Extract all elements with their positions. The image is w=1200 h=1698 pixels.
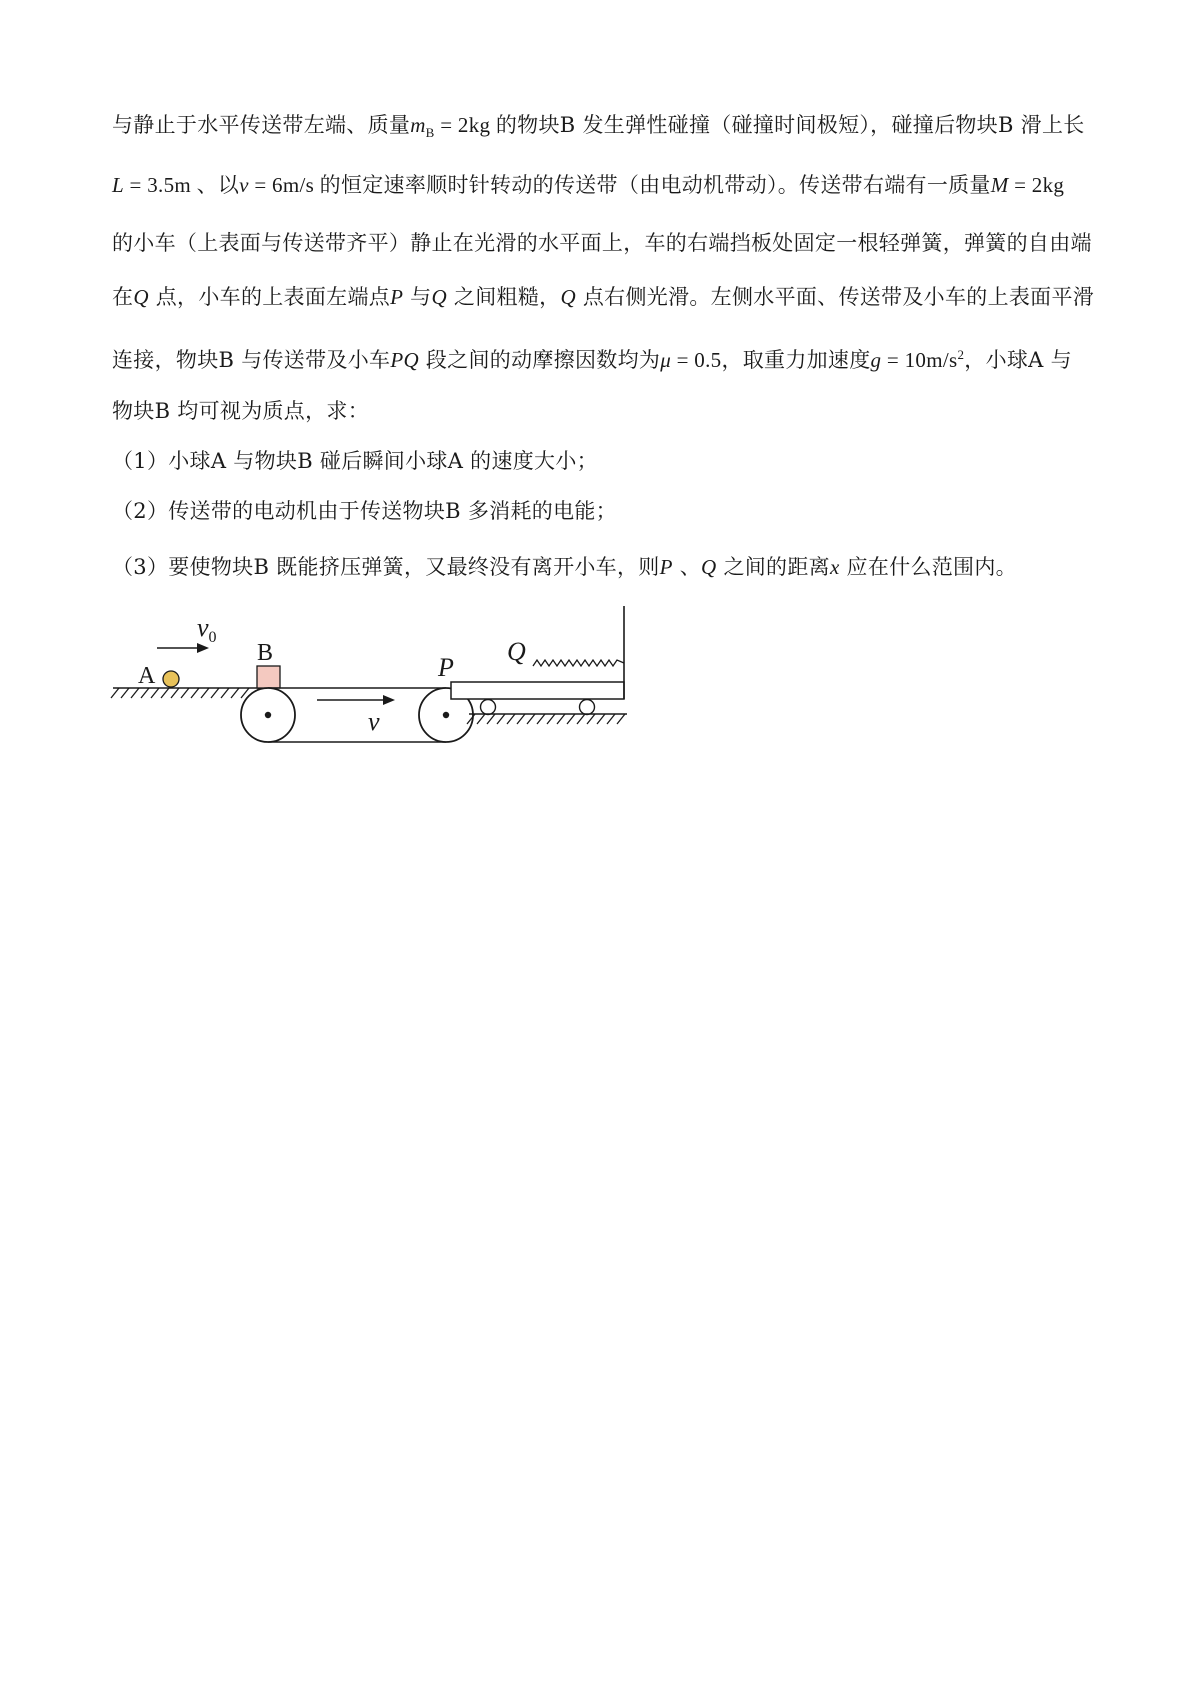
text: 在 (112, 285, 134, 309)
belt-speed-arrowhead (383, 695, 395, 705)
cart-body (451, 682, 624, 699)
point-p: P (659, 555, 673, 579)
speed-value: = 6m/s (248, 173, 320, 197)
text: 连接，物块B 与传送带及小车 (112, 348, 391, 372)
label-p: P (438, 653, 454, 682)
length-symbol: L (112, 173, 124, 197)
text: （1）小球A 与物块B 碰后瞬间小球A 的速度大小； (112, 449, 598, 473)
question-3 (112, 552, 1017, 582)
text: ，小球A 与 (964, 348, 1072, 372)
text: ，取重力加速度 (721, 348, 871, 372)
distance-x: x (829, 555, 840, 579)
conveyor-figure (105, 606, 705, 756)
speed-symbol: v (239, 173, 249, 197)
text: 、以 (196, 173, 240, 197)
cart-mass-symbol: M (990, 173, 1009, 197)
text: 应在什么范围内。 (839, 555, 1017, 579)
mass-value: = 2kg (434, 113, 496, 137)
gravity-symbol: g (870, 348, 882, 372)
text: 物块B 均可视为质点，求： (112, 399, 370, 423)
text: 与静止于水平传送带左端、质量 (112, 113, 411, 137)
problem-line-1 (112, 110, 1102, 148)
text: 的恒定速率顺时针转动的传送带（由电动机带动）。传送带右端有一质量 (319, 173, 991, 197)
friction-symbol: μ (660, 348, 672, 372)
text: 与 (403, 285, 432, 309)
question-1 (112, 446, 598, 476)
label-a: A (138, 663, 156, 689)
problem-line-2 (112, 170, 1102, 200)
v0-arrowhead (197, 643, 209, 653)
length-value: = 3.5m (123, 173, 197, 197)
text: 的物块B 发生弹性碰撞（碰撞时间极短），碰撞后物块B 滑上长 (495, 113, 1085, 137)
friction-value: = 0.5 (671, 348, 722, 372)
left-pulley-axle (265, 712, 271, 718)
ball-a (163, 671, 179, 687)
problem-line-4 (112, 282, 1102, 312)
block-b (257, 666, 280, 688)
point-p: P (390, 285, 404, 309)
label-v: v (368, 707, 380, 736)
point-q: Q (133, 285, 149, 309)
point-q: Q (560, 285, 576, 309)
mass-symbol: m (410, 113, 426, 137)
mass-subscript: B (425, 125, 435, 141)
text: 段之间的动摩擦因数均为 (418, 348, 661, 372)
point-q: Q (701, 555, 717, 579)
problem-line-5 (112, 340, 1102, 375)
problem-line-3 (112, 228, 1102, 258)
spring (533, 660, 624, 666)
cart-wheel-right (580, 700, 595, 715)
text: （2）传送带的电动机由于传送物块B 多消耗的电能； (112, 499, 617, 523)
left-ground-hatching (111, 688, 259, 698)
question-2 (112, 496, 617, 526)
text: 之间粗糙， (446, 285, 561, 309)
text: 点右侧光滑。左侧水平面、传送带及小车的上表面平滑 (575, 285, 1095, 309)
gravity-exponent: 2 (957, 347, 965, 362)
right-pulley-axle (443, 712, 449, 718)
text: 之间的距离 (716, 555, 830, 579)
label-v0: $v_0$ (197, 613, 217, 646)
text: 、 (672, 555, 701, 579)
gravity-value: = 10m/s (881, 348, 958, 372)
text: 的小车（上表面与传送带齐平）静止在光滑的水平面上，车的右端挡板处固定一根轻弹簧，弹簧的自由端 (112, 231, 1092, 255)
label-q: Q (507, 637, 526, 666)
segment-pq: PQ (390, 348, 419, 372)
label-b: B (257, 640, 274, 666)
cart-wheel-left (481, 700, 496, 715)
cart-mass-value: = 2kg (1008, 173, 1065, 197)
text: 点，小车的上表面左端点 (148, 285, 391, 309)
text: （3）要使物块B 既能挤压弹簧，又最终没有离开小车，则 (112, 555, 660, 579)
problem-line-6 (112, 396, 1102, 426)
point-q: Q (431, 285, 447, 309)
right-ground-hatching (467, 714, 625, 724)
